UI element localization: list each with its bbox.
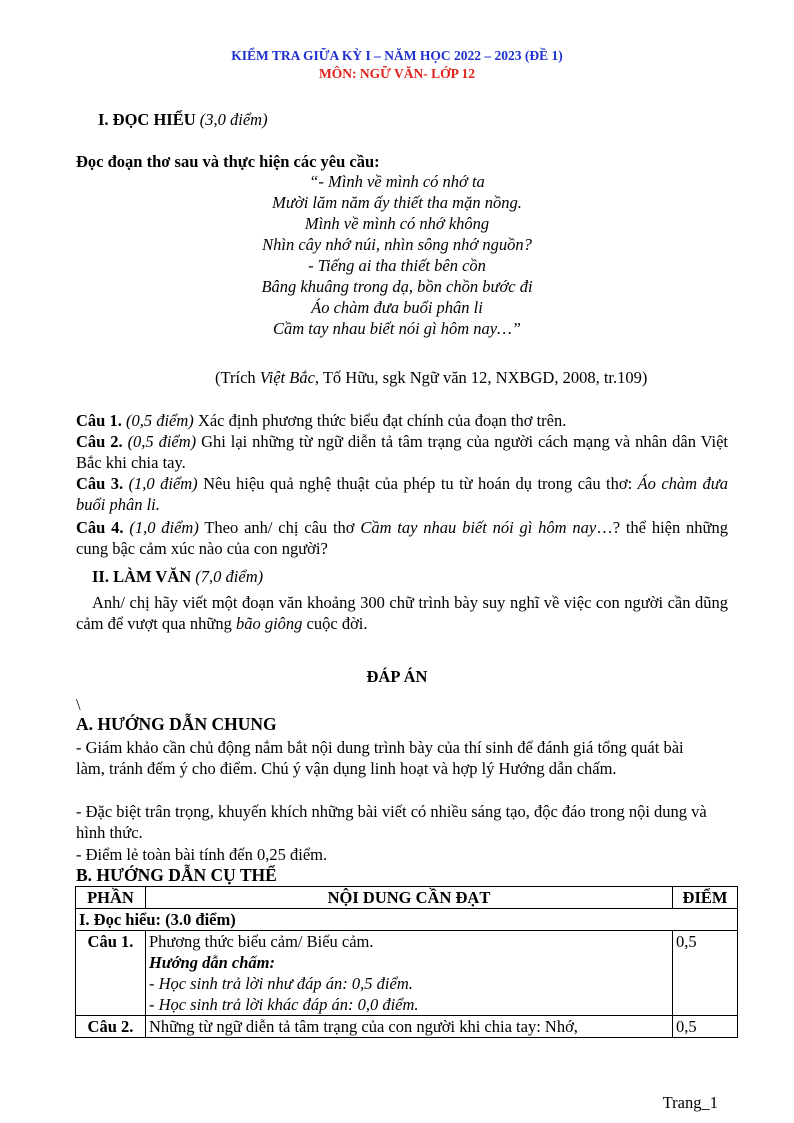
reading-instruction: Đọc đoạn thơ sau và thực hiện các yêu cầu: <box>76 152 380 171</box>
table-header-row <box>76 887 738 909</box>
poem-line-6: Bâng khuâng trong dạ, bồn chồn bước đi <box>261 277 533 296</box>
row-content: Những từ ngữ diễn tả tâm trạng của con người khi chia tay: Nhớ, <box>145 1016 672 1038</box>
exam-title: KIỂM TRA GIỮA KỲ I – NĂM HỌC 2022 – 2023 (ĐỀ 1) <box>231 48 563 63</box>
section-reading: I. Đọc hiểu: (3.0 điểm) <box>76 909 738 931</box>
poem-line-5: - Tiếng ai tha thiết bên cồn <box>308 256 486 275</box>
poem-line-1: “- Mình về mình có nhớ ta <box>309 172 485 191</box>
part2-title: II. LÀM VĂN <box>92 567 192 586</box>
poem-line-7: Áo chàm đưa buổi phân li <box>311 298 483 317</box>
poem-source: (Trích Việt Bắc, Tố Hữu, sgk Ngữ văn 12, NXBGD, 2008, tr.109) <box>215 368 648 387</box>
question-4: Câu 4. (1,0 điểm) Theo anh/ chị câu thơ Cầm tay nhau biết nói gì hôm nay…? thể hiện những cung bậc cảm xúc nào của con người? <box>76 518 728 558</box>
poem-line-2: Mười lăm năm ấy thiết tha mặn nồng. <box>272 193 522 212</box>
page-number: Trang_1 <box>662 1093 718 1112</box>
source-work: Việt Bắc <box>259 368 315 387</box>
part1-heading <box>98 109 268 130</box>
table-row <box>76 931 738 1016</box>
guide-title: Hướng dẫn chấm: <box>148 953 275 972</box>
answer-title: ĐÁP ÁN <box>366 667 428 686</box>
grading-table <box>75 886 738 1038</box>
poem-line-4: Nhìn cây nhớ núi, nhìn sông nhớ nguồn? <box>262 235 532 254</box>
row-part: Câu 1. <box>76 931 146 1016</box>
section-b-heading: B. HƯỚNG DẪN CỤ THỂ <box>76 865 277 885</box>
question-2: Câu 2. (0,5 điểm) Ghi lại những từ ngữ diễn tả tâm trạng của người cách mạng và nhân dân Việt Bắc khi chia tay. <box>76 432 728 472</box>
question-1: Câu 1. (0,5 điểm) Xác định phương thức biểu đạt chính của đoạn thơ trên. <box>76 411 567 430</box>
guideline-item-3: - Điểm lẻ toàn bài tính đến 0,25 điểm. <box>76 845 328 864</box>
guideline-item-1: - Giám khảo cần chủ động nắm bắt nội dung trình bày của thí sinh để đánh giá tổng quát bài làm, tránh đếm ý cho điểm. Chú ý vận dụng linh hoạt và hợp lý Hướng dẫn chấm. <box>76 738 684 778</box>
part2-score: (7,0 điểm) <box>195 567 264 586</box>
table-section-row <box>76 909 738 931</box>
essay-prompt: Anh/ chị hãy viết một đoạn văn khoảng 300 chữ trình bày suy nghĩ về việc con người cần dũng cảm để vượt qua những bão giông cuộc đời. <box>76 593 728 633</box>
row-score: 0,5 <box>673 931 738 1016</box>
part1-score: (3,0 điểm) <box>199 110 268 129</box>
question-3: Câu 3. (1,0 điểm) Nêu hiệu quả nghệ thuật của phép tu từ hoán dụ trong câu thơ: Áo chàm đưa buổi phân li. <box>76 474 728 514</box>
poem-line-8: Cầm tay nhau biết nói gì hôm nay…” <box>273 319 521 338</box>
row-content: Phương thức biểu cảm/ Biểu cảm. Hướng dẫn chấm: - Học sinh trả lời như đáp án: 0,5 điểm. - Học sinh trả lời khác đáp án: 0,0 điểm. <box>145 931 672 1016</box>
row-part: Câu 2. <box>76 1016 146 1038</box>
exam-subject: MÔN: NGỮ VĂN- LỚP 12 <box>319 66 475 81</box>
guideline-item-2: - Đặc biệt trân trọng, khuyến khích những bài viết có nhiều sáng tạo, độc đáo trong nội dung và hình thức. <box>76 802 707 842</box>
poem-line-3: Mình về mình có nhớ không <box>304 214 490 233</box>
guide-line-2: - Học sinh trả lời khác đáp án: 0,0 điểm. <box>148 995 419 1014</box>
part1-title: I. ĐỌC HIỂU <box>98 110 196 129</box>
guide-line-1: - Học sinh trả lời như đáp án: 0,5 điểm. <box>148 974 413 993</box>
header-content: NỘI DUNG CẦN ĐẠT <box>145 887 672 909</box>
table-row <box>76 1016 738 1038</box>
header-part: PHẦN <box>76 887 146 909</box>
row-score: 0,5 <box>673 1016 738 1038</box>
stray-backslash: \ <box>76 695 81 714</box>
header-score: ĐIỂM <box>673 887 738 909</box>
section-a-heading: A. HƯỚNG DẪN CHUNG <box>76 714 277 734</box>
part2-heading <box>92 566 263 587</box>
